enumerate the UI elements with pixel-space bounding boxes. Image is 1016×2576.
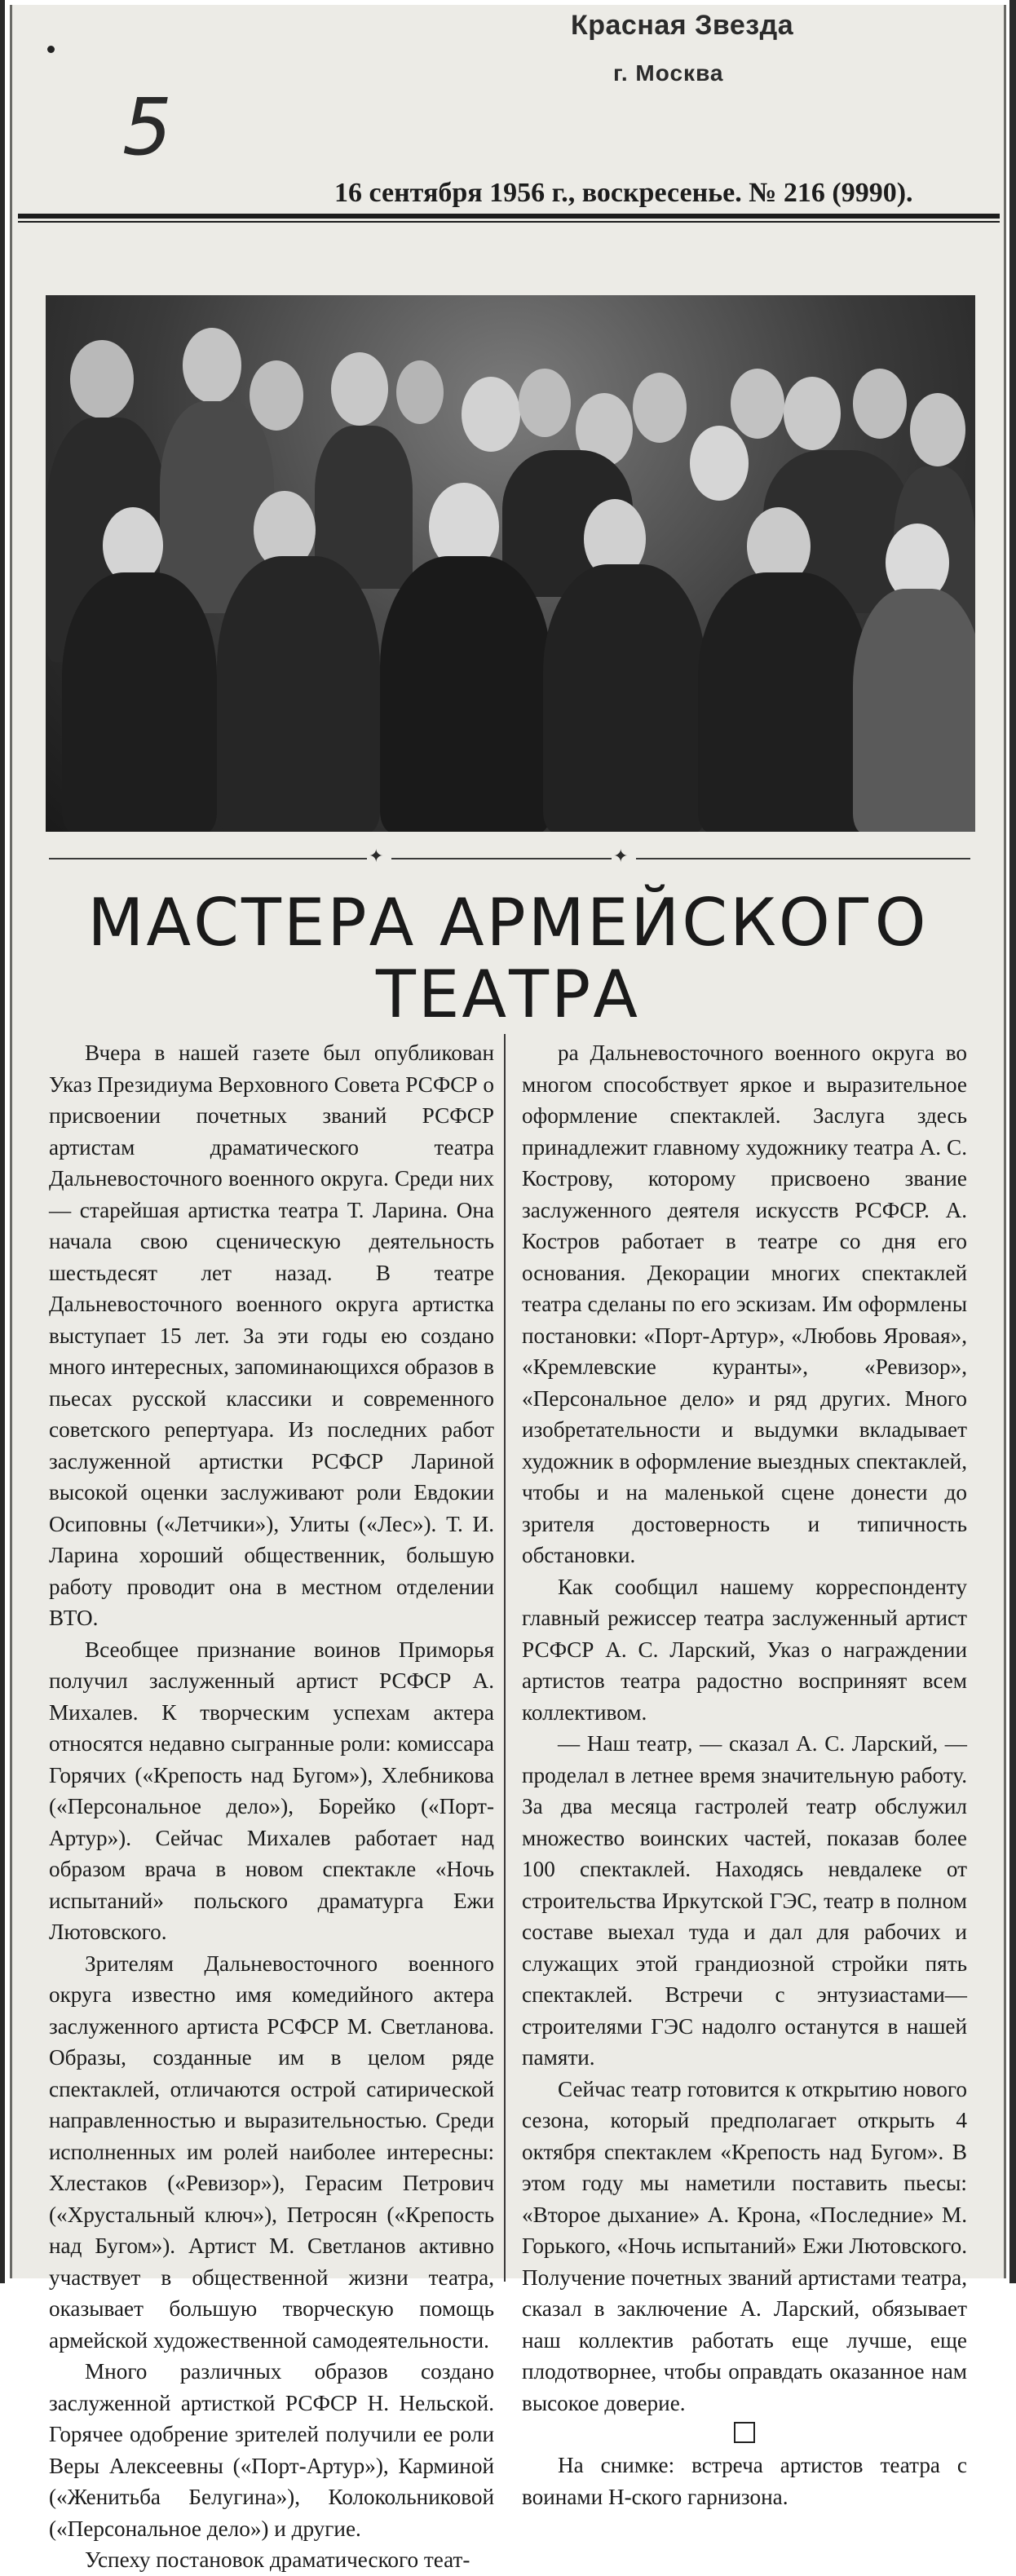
photo-figure <box>331 352 388 426</box>
header-rule-thick <box>18 214 1000 219</box>
photo-figure <box>62 572 217 832</box>
photo-figure <box>910 393 965 466</box>
handwritten-page-number: 5 <box>122 82 173 173</box>
paragraph: Зрителям Дальневосточного военного округа известно имя комедийного актера заслуженного артиста РСФСР М. Светланова. Образы, созданные им в целом ряде спектаклей, отличаются острой сатирической направленностью и выразительностью. Среди исполненных им ролей наиболее интересны: Хлестаков («Ревизор»), Герасим Петрович («Хрустальный ключ»), Петросян («Крепость над Бугом»). Артист М. Светланов активно участвует в общественной жизни театра, оказывает большую творческую помощь армейской художественной самодеятельности. <box>49 1951 494 2353</box>
paragraph: Успеху постановок драматического теат- <box>85 2547 470 2572</box>
paragraph: Вчера в нашей газете был опубликован Указ Президиума Верховного Совета РСФСР о присвоении почетных званий РСФСР артистам драматического театра Дальневосточного военного округа. Среди них — старейшая артистка театра Т. Ларина. Она начала свою сценическую деятельность шестьдесят лет назад. В театре Дальневосточного военного округа артистка выступает 15 лет. За эти годы ею создано много интересных, запоминающихся образов в пьесах русской классики и современного советского репертуара. Из последних работ заслуженной артистки РСФСР Лариной высокой оценки заслуживают роли Евдокии Осиповны («Летчики»), Улиты («Лес»). Т. И. Ларина хороший общественник, большую работу проводит она в местном отделении ВТО. <box>49 1041 494 1630</box>
masthead-name: Красная Звезда <box>571 10 794 41</box>
photo-figure <box>784 377 841 450</box>
photo-figure <box>853 589 975 832</box>
photo-figure <box>519 369 571 437</box>
photo-figure <box>183 328 241 403</box>
photo-figure <box>731 369 784 439</box>
scan-left-edge <box>0 0 5 2283</box>
paragraph: Всеобщее признание воинов Приморья получил заслуженный артист РСФСР А. Михалев. К творческим успехам актера относятся недавно сыгранные роли: комиссара Горячих («Крепость над Бугом»), Хлебникова («Персональное дело»), Борейко («Порт-Артур»). Сейчас Михалев работает над образом врача в новом спектакле «Ночь испытаний» польского драматурга Ежи Лютовского. <box>49 1637 494 1944</box>
photo-figure <box>217 556 380 832</box>
photo-figure <box>633 373 687 443</box>
photo-figure <box>70 340 134 418</box>
issue-dateline: 16 сентября 1956 г., воскресенье. № 216 (9990). <box>334 178 913 208</box>
column-divider <box>504 1034 506 2282</box>
photo-figure <box>543 564 706 832</box>
photo-figure <box>380 556 551 832</box>
pin-dot <box>47 46 55 53</box>
headline-line-2: ТЕАТРА <box>376 957 640 1032</box>
photo-figure <box>250 360 303 431</box>
scan-right-edge <box>1009 0 1016 2283</box>
paragraph: Как сообщил нашему корреспонденту главный режиссер театра заслуженный артист РСФСР А. С. Ларский, Указ о награждении артистов театра радостно восприняят всем коллективом. <box>522 1574 967 1725</box>
photo-figure <box>853 369 907 439</box>
article-column-1 <box>49 1037 494 2576</box>
paragraph: Много различных образов создано заслуженной артисткой РСФСР Н. Нельской. Горячее одобрение зрителей получили ее роли Веры Алексеевны («Порт-Артур»), Карминой («Женитьба Белугина»), Колокольниковой («Персональное дело») и другие. <box>49 2359 494 2541</box>
headline-line-1: МАСТЕРА АРМЕЙСКОГО <box>87 885 929 961</box>
masthead-city: г. Москва <box>613 60 724 86</box>
star-ornament-left: ✦ <box>369 846 384 867</box>
photo-figure <box>690 426 749 501</box>
article-column-2 <box>522 1037 967 2512</box>
paragraph: — Наш театр, — сказал А. С. Ларский, — проделал в летнее время значительную работу. За два месяца гастролей театр обслужил множество воинских частей, показав более 100 спектаклей. Находясь невдалеке от строительства Иркутской ГЭС, театр в полном составе выехал туда и дал для рабочих и служащих этой грандиозной стройки пять спектаклей. Встречи с энтузиастами—строителями ГЭС надолго останутся в нашей памяти. <box>522 1731 967 2070</box>
header-rule-thin <box>18 221 1000 223</box>
ornament-line-center <box>391 858 612 859</box>
paragraph: ра Дальневосточного военного округа во многом способствует яркое и выразительное оформление спектаклей. Заслуга здесь принадлежит главному художнику театра А. С. Кострову, которому присвоено звание заслуженного деятеля искусств РСФСР. А. Костров работает в театре со дня его основания. Декорации многих спектаклей театра сделаны по его эскизам. Им оформлены постановки: «Порт-Артур», «Любовь Яровая», «Кремлевские куранты», «Ревизор», «Персональное дело» и ряд других. Много изобретательности и выдумки вкладывает художник в оформление выездных спектаклей, чтобы и на маленькой сцене донести до зрителя достоверность и типичность обстановки. <box>522 1041 967 1567</box>
end-mark-square <box>734 2422 755 2443</box>
photo-caption: На снимке: встреча артистов театра с воинами Н-ского гарнизона. <box>522 2453 967 2509</box>
star-ornament-right: ✦ <box>613 846 629 867</box>
photo-figure <box>396 360 444 424</box>
ornament-line-left <box>49 858 367 859</box>
paragraph: Сейчас театр готовится к открытию нового сезона, который предполагает открыть 4 октября спектаклем «Крепость над Бугом». В этом году мы наметили поставить пьесы: «Второе дыхание» А. Крона, «Последние» М. Горького, «Ночь испытаний» Ежи Лютовского. Получение почетных званий артистами театра, сказал в заключение А. Ларский, обязывает наш коллектив работать еще лучше, еще плодотворнее, чтобы оправдать оказанное нам высокое доверие. <box>522 2076 967 2415</box>
group-photo <box>46 295 975 832</box>
ornament-line-right <box>636 858 970 859</box>
photo-figure <box>462 377 520 452</box>
photo-figure <box>698 572 869 832</box>
